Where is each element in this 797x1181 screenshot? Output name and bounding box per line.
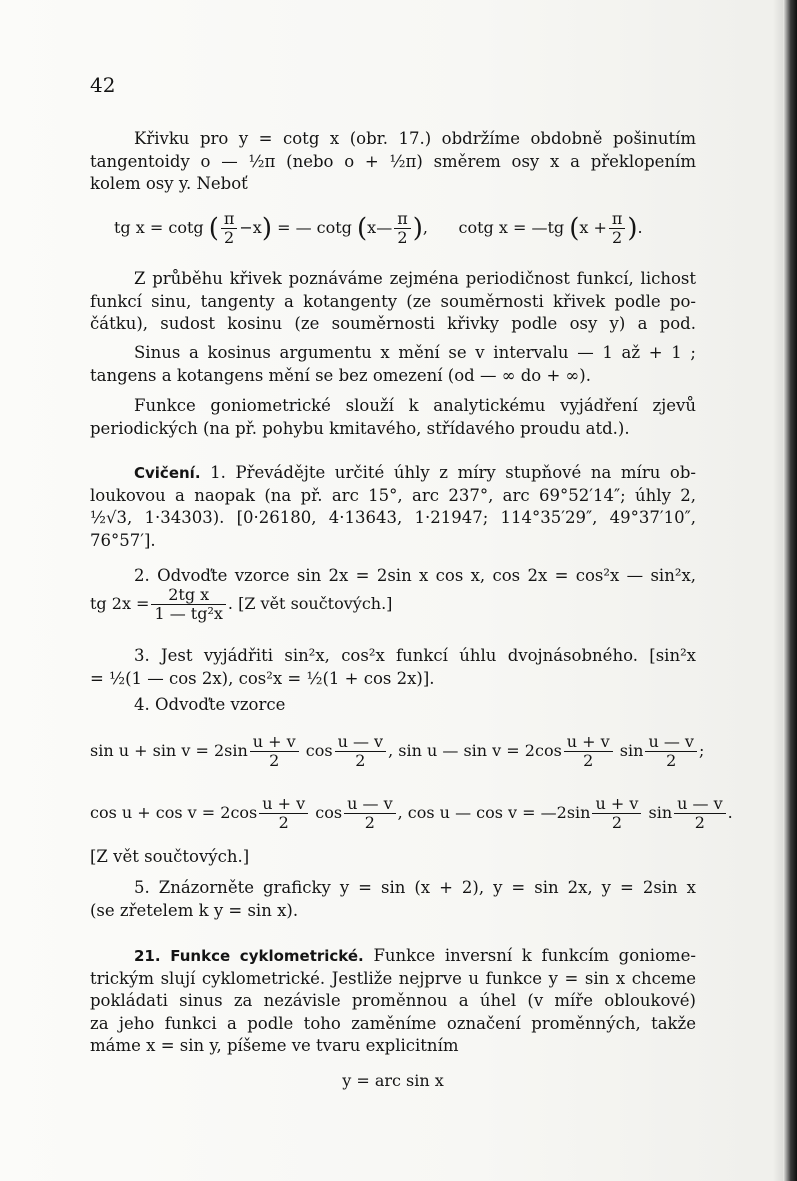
formula-row-1: sin u + sin v = 2sin $\frac{u + v}{2}$ cos $\frac{u — v}{2}$ , sin u — sin v = 2cos $\frac{u + v}{2}$ sin $\frac{u — v}{2}$ ; xyxy=(90,732,705,770)
exercise-1: Cvičení. 1. Převádějte určité úhly z míry stupňové na míru ob- loukovou a naopak (na př. arc 15°, arc 237°, arc 69°52′14″; úhly 2, ½√3, 1·34303). [0·26180, 4·13643, 1·21947; 114°35′29″, 49°37′10″, 76°57′]. xyxy=(90,463,696,550)
exercise-2-tg-formula: tg 2x = $\frac{\text{2tg x}}{\text{1 — tg²x}}$ . [Z vět součtových.] xyxy=(90,585,393,623)
intro-line: tangentoidy o — ½π (nebo o + ½π) směrem osy x a překlopením xyxy=(90,151,696,171)
section-heading: 21. Funkce cyklometrické. xyxy=(134,947,364,965)
fraction: $\frac{\pi}{2}$ xyxy=(221,210,238,247)
paragraph-periodicity: Z průběhu křivek poznáváme zejména periodičnost funkcí, lichost funkcí sinu, tangenty a kotangenty (ze souměrnosti křivek podle po- čátku), sudost kosinu (ze souměrnosti křivky podle osy y) a pod. xyxy=(90,269,696,333)
exercise-3: 3. Jest vyjádřiti sin²x, cos²x funkcí úhlu dvojnásobného. [sin²x = ½(1 — cos 2x), cos²x = ½(1 + cos 2x)]. xyxy=(90,646,696,688)
arcsin-equation: y = arc sin x xyxy=(342,1071,444,1090)
formula-row-2: cos u + cos v = 2cos $\frac{u + v}{2}$ cos $\frac{u — v}{2}$ , cos u — cos v = —2sin $\frac{u + v}{2}$ sin $\frac{u — v}{2}$ . xyxy=(90,794,733,832)
exercise-5: 5. Znázorněte graficky y = sin (x + 2), y = sin 2x, y = 2sin x (se zřetelem k y = sin x). xyxy=(90,878,696,920)
exercise-label: Cvičení. xyxy=(134,464,201,482)
fraction: $\frac{\pi}{2}$ xyxy=(609,210,626,247)
paragraph-usage: Funkce goniometrické slouží k analytickému vyjádření zjevů periodických (na př. pohybu kmitavého, střídavého proudu atd.). xyxy=(90,396,696,438)
exercise-4: 4. Odvoďte vzorce xyxy=(134,695,286,714)
page-number: 42 xyxy=(90,73,116,97)
page-edge-shadow xyxy=(783,0,797,1181)
fraction: $\frac{\pi}{2}$ xyxy=(394,210,411,247)
eq-text: tg x = cotg xyxy=(114,218,204,237)
fraction: $\frac{\text{2tg x}}{\text{1 — tg²x}}$ xyxy=(151,586,225,623)
exercise-4-note: [Z vět součtových.] xyxy=(90,847,250,866)
exercise-2: 2. Odvoďte vzorce sin 2x = 2sin x cos x, cos 2x = cos²x — sin²x, xyxy=(134,566,696,585)
intro-line: Křivku pro y = cotg x (obr. 17.) obdržíme obdobně pošinutím xyxy=(134,129,696,148)
paragraph-range: Sinus a kosinus argumentu x mění se v intervalu — 1 až + 1 ; tangens a kotangens mění se bez omezení (od — ∞ do + ∞). xyxy=(90,343,696,385)
intro-line: kolem osy y. Neboť xyxy=(90,174,248,193)
equation-tg-cotg: tg x = cotg ( $\frac{\pi}{2}$ −x) = — cotg (x— $\frac{\pi}{2}$ ), cotg x = —tg (x + $\frac{\pi}{2}$ ). xyxy=(114,209,643,247)
intro-paragraph xyxy=(90,128,696,196)
page-shadow xyxy=(773,0,783,1181)
section-21: 21. Funkce cyklometrické. Funkce inversní k funkcím goniome- trickým slují cyklometrické. Jestliže nejprve u funkce y = sin x chceme pokládati sinus za nezávisle proměnnou a úhel (v míře obloukové) za jeho funkci a podle toho zaměníme označení proměnných, takže máme x = sin y, píšeme ve tvaru explicitním xyxy=(90,946,697,1055)
